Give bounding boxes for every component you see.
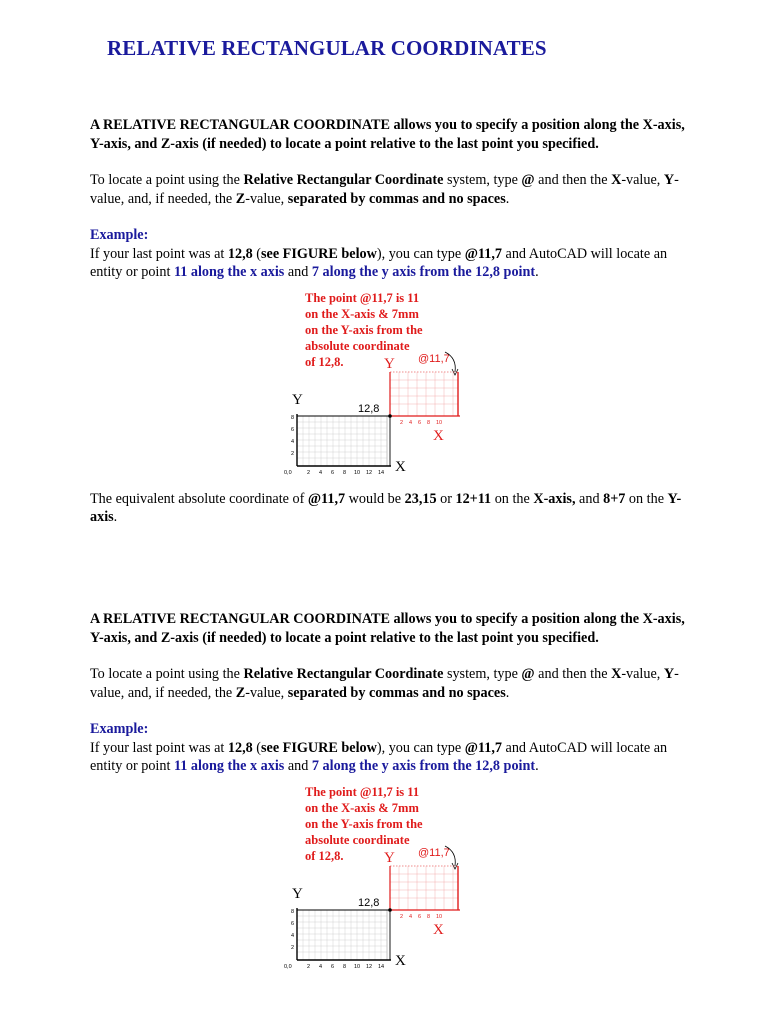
tick-label: 2 [400, 419, 404, 426]
bold-term: separated by commas and no spaces [287, 684, 506, 701]
caption-line: of 12,8. [305, 354, 344, 369]
x-ticks [307, 964, 384, 970]
tick-label: 8 [427, 913, 431, 920]
y-axis-label: Y [292, 885, 303, 902]
text: To locate a point using the [90, 172, 244, 188]
highlight-text: 7 along the y axis from the 12,8 point [311, 758, 536, 774]
example-paragraph [90, 245, 690, 282]
bold-term: @ [521, 172, 535, 188]
text: and [575, 490, 604, 507]
example-label: Example: [90, 227, 149, 243]
point-marker [388, 908, 392, 912]
tick-label: 4 [409, 913, 413, 920]
text: -value, [245, 190, 288, 207]
tick-label: 10 [436, 419, 443, 426]
bold-term: 8+7 [603, 490, 626, 507]
coordinate-figure [215, 784, 475, 980]
text: system, type [443, 666, 522, 682]
text: ), you can type [376, 245, 465, 262]
bold-term: X-axis, [533, 490, 576, 507]
figure-caption [305, 785, 423, 863]
bold-term: Y [663, 172, 675, 188]
text: and AutoCAD will locate an entity or point [90, 245, 668, 280]
text: or [436, 490, 456, 507]
text: . [505, 190, 510, 207]
text: -value, [621, 666, 664, 682]
intro-text: allows you to specify a position along the X-axis, Y-axis, and Z-axis (if needed) to locate a point relative to the last point you specified. [90, 117, 685, 152]
x-axis-red-label: X [433, 921, 444, 938]
text: and AutoCAD will locate an entity or point [90, 739, 668, 774]
bold-term: @11,7 [464, 245, 502, 262]
bold-term: see FIGURE below [261, 739, 377, 756]
x-axis-red-label: X [433, 427, 444, 444]
grid-border [390, 372, 458, 416]
origin-label: 0,0 [284, 469, 292, 476]
highlight-text: 11 along the x axis [173, 264, 285, 280]
text: on the [625, 490, 668, 507]
locate-paragraph [90, 171, 690, 208]
bold-term: 12+11 [455, 490, 492, 507]
caption-line: on the Y-axis from the [305, 322, 423, 337]
tick-label: 10 [354, 469, 361, 476]
bold-term: 12,8 [227, 245, 253, 262]
bold-term: separated by commas and no spaces [287, 190, 506, 207]
tick-label: 12 [366, 469, 373, 476]
text: If your last point was at [90, 245, 228, 262]
tick-label: 6 [291, 920, 295, 927]
tick-label: 10 [436, 913, 443, 920]
tick-label: 2 [307, 963, 311, 970]
tick-label: 2 [291, 944, 295, 951]
content-section [90, 116, 690, 527]
absolute-grid [297, 908, 392, 960]
tick-label: 14 [378, 963, 385, 970]
tick-label: 2 [307, 469, 311, 476]
text: If your last point was at [90, 739, 228, 756]
bold-term: 23,15 [404, 490, 437, 507]
text: and [284, 264, 312, 280]
caption-line: on the X-axis & 7mm [305, 306, 419, 321]
bold-term: @11,7 [464, 739, 502, 756]
bold-term: @11,7 [307, 490, 346, 507]
bold-term: Relative Rectangular Coordinate [243, 172, 444, 188]
text: To locate a point using the [90, 666, 244, 682]
y-axis-red-label: Y [384, 849, 395, 866]
bold-term: Z [235, 684, 246, 701]
text: -value, [621, 172, 664, 188]
tick-label: 6 [331, 469, 335, 476]
grid-lines [390, 372, 458, 416]
x-axis-label: X [395, 952, 406, 969]
red-x-ticks [400, 914, 442, 920]
grid-lines [390, 866, 458, 910]
intro-paragraph [90, 610, 690, 647]
tick-label: 8 [343, 963, 347, 970]
highlight-text: 11 along the x axis [173, 758, 285, 774]
bold-term: Y-axis [90, 490, 682, 525]
y-ticks [291, 909, 294, 951]
bold-term: @ [521, 666, 535, 682]
tick-label: 2 [291, 450, 295, 457]
tick-label: 4 [291, 438, 295, 445]
text: and then the [534, 666, 612, 682]
tick-label: 8 [291, 908, 295, 915]
caption-line: The point @11,7 is 11 [305, 290, 420, 305]
target-point-label: @11,7 [418, 846, 450, 859]
tick-label: 10 [354, 963, 361, 970]
tick-label: 6 [291, 426, 295, 433]
tick-label: 12 [366, 963, 373, 970]
text: ( [252, 739, 262, 756]
text: -value, and, if needed, the [90, 172, 679, 207]
bold-term: X [611, 172, 622, 188]
caption-line: absolute coordinate [305, 832, 410, 847]
tick-label: 8 [343, 469, 347, 476]
figure-caption [305, 291, 423, 369]
example-paragraph [90, 739, 690, 776]
target-point-label: @11,7 [418, 352, 450, 365]
grid-lines [297, 416, 387, 466]
tick-label: 6 [331, 963, 335, 970]
example-label: Example: [90, 721, 149, 737]
tick-label: 8 [291, 414, 295, 421]
caption-line: absolute coordinate [305, 338, 410, 353]
intro-term: A RELATIVE RECTANGULAR COORDINATE [90, 611, 390, 627]
text: The equivalent absolute coordinate of [90, 490, 308, 507]
locate-paragraph [90, 665, 690, 702]
relative-grid [390, 372, 460, 416]
grid-lines [297, 910, 387, 960]
intro-text: allows you to specify a position along the X-axis, Y-axis, and Z-axis (if needed) to locate a point relative to the last point you specified. [90, 611, 685, 646]
tick-label: 4 [319, 469, 323, 476]
x-axis-label: X [395, 458, 406, 475]
relative-grid [390, 866, 460, 910]
tick-label: 8 [427, 419, 431, 426]
text: . [535, 264, 539, 280]
intro-paragraph [90, 116, 690, 153]
text: would be [345, 490, 405, 507]
text: -value, [245, 684, 288, 701]
intro-term: A RELATIVE RECTANGULAR COORDINATE [90, 117, 390, 133]
grid-border [390, 866, 458, 910]
coordinate-figure [215, 290, 475, 486]
content-section-repeat [90, 610, 690, 980]
bold-term: see FIGURE below [261, 245, 377, 262]
grid-border [297, 910, 387, 960]
bold-term: Relative Rectangular Coordinate [243, 666, 444, 682]
text: and then the [534, 172, 612, 188]
tick-label: 14 [378, 469, 385, 476]
caption-line: The point @11,7 is 11 [305, 784, 420, 799]
tick-label: 2 [400, 913, 404, 920]
caption-line: on the Y-axis from the [305, 816, 423, 831]
y-axis-label: Y [292, 391, 303, 408]
caption-line: of 12,8. [305, 848, 344, 863]
page-title: RELATIVE RECTANGULAR COORDINATES [107, 36, 547, 60]
red-x-ticks [400, 420, 442, 426]
text: . [505, 684, 510, 701]
tick-label: 4 [409, 419, 413, 426]
y-axis-red-label: Y [384, 355, 395, 372]
text: system, type [443, 172, 522, 188]
absolute-grid [297, 414, 392, 466]
text: . [535, 758, 539, 774]
point-label: 12,8 [358, 402, 380, 415]
origin-label: 0,0 [284, 963, 292, 970]
grid-border [297, 416, 387, 466]
tick-label: 6 [418, 419, 422, 426]
caption-line: on the X-axis & 7mm [305, 800, 419, 815]
text: and [284, 758, 312, 774]
equivalent-paragraph [90, 490, 690, 527]
point-label: 12,8 [358, 896, 380, 909]
text: . [113, 509, 118, 525]
point-marker [388, 414, 392, 418]
highlight-text: 7 along the y axis from the 12,8 point [311, 264, 536, 280]
tick-label: 4 [319, 963, 323, 970]
tick-label: 6 [418, 913, 422, 920]
text: -value, and, if needed, the [90, 666, 679, 701]
text: ( [252, 245, 262, 262]
tick-label: 4 [291, 932, 295, 939]
bold-term: 12,8 [227, 739, 253, 756]
text: ), you can type [376, 739, 465, 756]
y-ticks [291, 415, 294, 457]
x-ticks [307, 470, 384, 476]
bold-term: X [611, 666, 622, 682]
bold-term: Z [235, 190, 246, 207]
text: on the [491, 490, 534, 507]
bold-term: Y [663, 666, 675, 682]
